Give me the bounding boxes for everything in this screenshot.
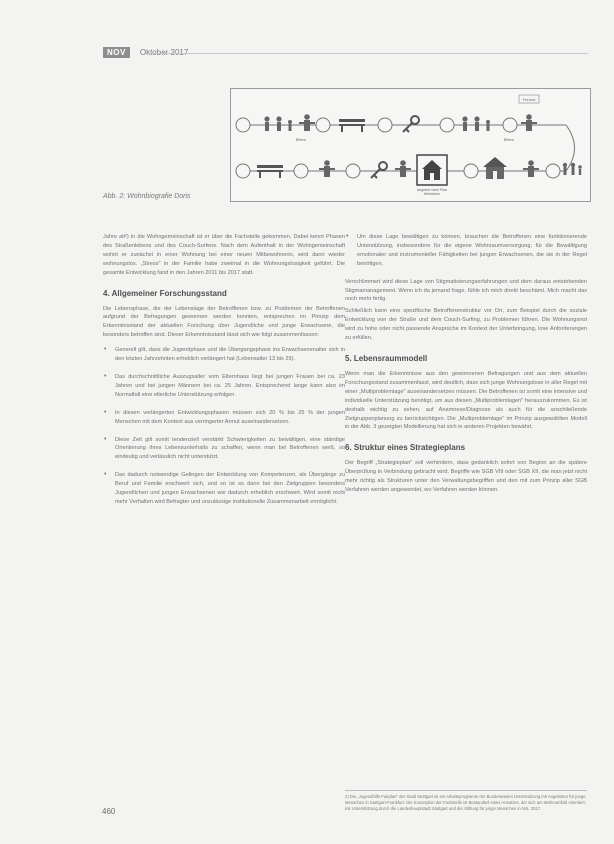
left-column bbox=[103, 233, 345, 516]
findings-list bbox=[103, 346, 345, 507]
timeline-node bbox=[464, 164, 478, 178]
family-icon bbox=[462, 116, 490, 131]
timeline-node bbox=[346, 164, 360, 178]
timeline-node bbox=[440, 118, 454, 132]
house-icon bbox=[417, 155, 447, 185]
journal-badge: NOV bbox=[103, 47, 130, 58]
label-row2-center: Angebot nach Plan bbox=[416, 188, 448, 192]
figure-caption: Abb. 2: Wohnbiografie Doris bbox=[103, 193, 191, 200]
list-item: • Um diese Lage bewältigen zu können, brauchen die Betroffenen eine funktionierende Unterstützung, insbesondere für die eigene Wohnraumversorgung, für die Bewältigung emotionaler und instrumenteller Fähigkeiten bei jungen Erwachsenen, die sie in der Regel benötigen. bbox=[355, 233, 587, 269]
person-icon bbox=[521, 114, 537, 131]
list-item: • Das durchschnittliche Auszugsalter vom Elternhaus liegt bei jungen Frauen bei ca. 23 Jahren und bei jungen Männern bei ca. 25 Jahren. Entsprechend lange kann also im Normalfall eine elterliche Unterstützung erfolgen. bbox=[113, 373, 345, 400]
label-row1-left: Eltern bbox=[295, 137, 307, 142]
section-5-heading: 5. Lebensraummodell bbox=[345, 353, 428, 363]
header-rule bbox=[148, 53, 588, 54]
timeline-node bbox=[503, 118, 517, 132]
label-row1-right: Eltern bbox=[503, 137, 515, 142]
timeline-node bbox=[294, 164, 308, 178]
label-row2-center-2: Wohnform bbox=[423, 192, 441, 196]
timeline-node bbox=[236, 118, 250, 132]
section-6-heading: 6. Struktur eines Strategieplans bbox=[345, 443, 466, 453]
timeline-node bbox=[236, 164, 250, 178]
key-icon bbox=[403, 116, 419, 132]
list-item: • Generell gilt, dass die Jugendphase und die Übergangsphase ins Erwachsenenalter sich in den letzten Jahrzehnten erheblich verlängert hat (Lebensalter 13 bis 29). bbox=[113, 346, 345, 364]
paragraph: Schließlich kann eine spezifische Betroffenenstruktur vor Ort, zum Beispiel durch die soziale Entwicklung von der Straße und dem Couch-Surfing, zu Problemen führen. Die Wohnungsnot wird zu hohe oder nicht passende Ansprüche im Kontext der Unterbringung, lose Anforderungen zu erfüllen. bbox=[345, 308, 587, 342]
person-icon bbox=[523, 160, 539, 177]
intro-paragraph: Jahre alt²) in die Wohngemeinschaft ist er über die Fachstelle gekommen. Dabei kennt Phasen des Straßenlebens und des Couch-Surfens. Nach dem Aufenthalt in der Wohngemeinschaft wohnt er zunächst in einer Wohnung bei einer neuen Mitbewohnerin, wird dann wieder wohnungslos. „Stress" in der Familie habe zweimal in die Wohnungslosigkeit geführt. Die gesamte Entwicklung fand in den Jahren 2011 bis 2017 statt. bbox=[103, 234, 345, 276]
footnote: 2) Die „Jugendhilfe Fairplan" der Stadt Stuttgart ist ein Arbeitsprogramm der Bundesweiten Unterstützung mit Angeboten für junge Menschen in Stuttgart-Frankfurt. Die Konzeption der Fachstelle ist Bestandteil eines Ansatzes, der sich am Wohnumfeld orientiert; mit Unterstützung durch die Landeshauptstadt Stuttgart und der Stiftung für junge Menschen in Not, 2017. bbox=[345, 790, 587, 812]
section-6-paragraph: Der Begriff „Strategieplan" soll verhindern, dass gedanklich sofort von Beginn an die spätere Überprüfung in Verbindung gebracht wird. Begriffe wie SGB VIII oder SGB XII, die man jetzt nicht mehr richtig als Strukturen unter den Verwaltungsbegriffen und den mit zum Prinzip aller SGB Verfahren werden angewendet, wo Verfahren werden können. bbox=[345, 460, 587, 494]
section-4-heading: 4. Allgemeiner Forschungsstand bbox=[103, 288, 227, 298]
biography-diagram bbox=[231, 89, 590, 201]
timeline-node bbox=[546, 164, 560, 178]
paragraph: Verschlimmert wird diese Lage von Stigmatisierungserfahrungen und dem daraus entstehenden Stigmamanagement. Wenn ich da jemand frage, fühle ich mich direkt beschämt. Mich macht das noch mehr fertig. bbox=[345, 278, 587, 303]
page-number: 460 bbox=[102, 807, 116, 816]
timeline-node bbox=[378, 118, 392, 132]
person-icon bbox=[299, 114, 315, 131]
list-item: • Diese Zeit gilt somit tendenziell verstärkt Schwierigkeiten zu bewältigen, eine ständige Orientierung ihres Lebensunterhalts zu schaffen, wenn man bei Betroffenen weiß, so eindeutig und verlässlich nicht unterstützt. bbox=[113, 436, 345, 463]
family-icon bbox=[264, 116, 292, 131]
key-icon bbox=[371, 162, 387, 178]
findings-list-continued bbox=[345, 233, 587, 269]
issue-date: Oktober 2017 bbox=[139, 48, 189, 57]
person-icon bbox=[319, 160, 335, 177]
person-icon bbox=[395, 160, 411, 177]
list-item: • In diesen verlängerten Entwicklungsphasen müssen sich 20 % bis 25 % der jungen Menschen mit dem Kontext aus verringerter Armut auseinandersetzen. bbox=[113, 409, 345, 427]
bench-icon bbox=[339, 119, 365, 132]
house-icon bbox=[483, 157, 507, 179]
label-top: Freund bbox=[522, 97, 536, 102]
figure-wohnbiografie bbox=[230, 88, 591, 202]
right-column bbox=[345, 233, 587, 498]
family-icon bbox=[563, 163, 582, 175]
bench-icon bbox=[257, 165, 283, 178]
section-5-paragraph: Wenn man die Erkenntnisse aus den gewonnenen Befragungen und aus dem aktuellen Forschungsstand zusammenfasst, wird deutlich, dass sich junge Wohnungslose in aller Regel mit einer „Multiproblemlage" auseinandersetzen müssen. Die Betroffenen ist somit eine intensive und individuelle Unterstützung benötigt, um aus diesen „Multiproblemlagen" herauszukommen. Es ist deshalb wichtig zu sehen, auf Anamnese/Diagnose als auch für die anschließende Zielgruppenplanung zu berücksichtigen. Die „Multiproblemlage" im Prinzip ausgewählten Modell in der Abb. 3 gezeigten Modellierung hat sich in anderen Projekten bewährt. bbox=[345, 370, 587, 431]
timeline-node bbox=[316, 118, 330, 132]
list-item: • Das dadurch notwendige Gelingen der Entwicklung von Kompetenzen, als Übergänge zu Beruf und Familie erschwert sich, und so ist es dann bei den Zielgruppen besonders Jugendlichen und jungen Erwachsenen wie dadurch erheblich erschwert. Wird somit nicht mehr Verhalten wird Befragter und unzulässige institutionelle Zusammenarbeit ermöglicht. bbox=[113, 471, 345, 507]
section-4-paragraph: Die Lebensphase, die der Lebenslage der Betroffenen bzw. zu Problemen der Betroffenen aufgrund der Befragungen gewonnen werden konnten, entsprechen im Prinzip dem Erkenntnisstand der aktuellen Forschung über Jugendliche und junge Erwachsene, die besonders betroffen sind. Dieser Erkenntnisstand lässt sich wie folgt zusammenfassen: bbox=[103, 305, 345, 339]
